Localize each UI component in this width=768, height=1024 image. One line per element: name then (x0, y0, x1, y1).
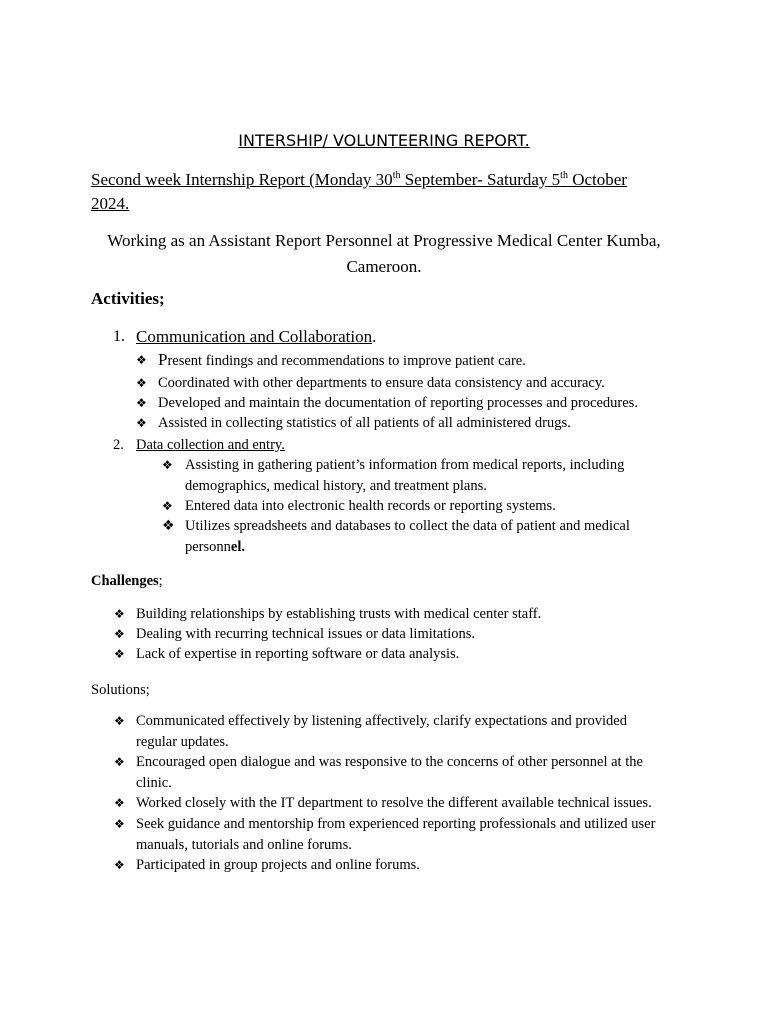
section-heading: Data collection and entry. (136, 437, 285, 453)
list-item-text: Lack of expertise in reporting software or data analysis. (136, 646, 460, 662)
list-item-text (136, 711, 627, 752)
bullet-icon: ❖ (136, 376, 147, 390)
bullet-icon: ❖ (136, 416, 147, 430)
week-heading (91, 168, 627, 216)
week-heading-year: 2024. (91, 194, 130, 213)
list-item-text: Entered data into electronic health records or reporting systems. (185, 498, 556, 514)
list-item (114, 793, 125, 814)
bullet-icon: ❖ (114, 627, 125, 641)
week-heading-part: October (567, 170, 627, 189)
list-item (114, 604, 125, 625)
list-item-line: Communicated effectively by listening affectively, clarify expectations and provided (136, 713, 627, 729)
list-item (114, 814, 125, 835)
week-heading-part: September- Saturday 5 (400, 170, 561, 189)
list-item-bold-tail: el. (230, 538, 246, 555)
list-item-text (185, 455, 624, 496)
list-item-text: Developed and maintain the documentation of reporting processes and procedures. (158, 395, 638, 411)
bullet-icon: ❖ (114, 817, 125, 831)
list-item (136, 393, 147, 414)
week-sup-2: th (560, 170, 568, 181)
list-item (114, 624, 125, 645)
bullet-icon: ❖ (162, 458, 173, 472)
list-item-text: Coordinated with other departments to ensure data consistency and accuracy. (158, 375, 605, 391)
challenges-heading-suffix: ; (158, 573, 163, 589)
list-item (162, 516, 175, 537)
list-item (114, 752, 125, 773)
bullet-icon: ❖ (114, 755, 125, 769)
list-item-text (158, 350, 526, 372)
bullet-icon: ❖ (114, 647, 125, 661)
list-item-text (185, 516, 630, 557)
section-heading (136, 327, 376, 347)
list-item-line: Encouraged open dialogue and was responsive to the concerns of other personnel at the (136, 754, 643, 770)
list-item (162, 496, 173, 517)
list-item-line: manuals, tutorials and online forums. (136, 836, 352, 853)
section-heading-suffix: . (372, 327, 377, 346)
list-item-rest: resent findings and recommendations to improve patient care. (167, 353, 526, 369)
list-item-line: regular updates. (136, 733, 229, 750)
list-item-text: Worked closely with the IT department to resolve the different available technical issues. (136, 795, 652, 811)
bullet-icon: ❖ (114, 714, 125, 728)
list-item-line: personn (185, 538, 231, 555)
bullet-icon: ❖ (162, 518, 175, 534)
section-number: 2. (113, 437, 124, 453)
list-item-text: Dealing with recurring technical issues or data limitations. (136, 626, 476, 642)
bullet-icon: ❖ (114, 858, 125, 872)
list-item (114, 711, 125, 732)
bullet-icon: ❖ (114, 796, 125, 810)
list-item-text: Assisted in collecting statistics of all patients of all administered drugs. (158, 415, 571, 431)
list-item-initial: P (158, 350, 168, 369)
list-item-line: Utilizes spreadsheets and databases to collect the data of patient and medical (185, 518, 630, 534)
role-statement: Working as an Assistant Report Personnel at Progressive Medical Center Kumba, Cameroon. (107, 231, 661, 276)
bullet-icon: ❖ (114, 607, 125, 621)
challenges-heading-text: Challenges (91, 573, 159, 589)
week-heading-part: Second week Internship Report (Monday 30 (91, 170, 393, 189)
list-item-text: Building relationships by establishing trusts with medical center staff. (136, 606, 542, 622)
list-item-line: clinic. (136, 774, 172, 791)
list-item (114, 855, 125, 876)
list-item (136, 350, 147, 371)
list-item (136, 373, 147, 394)
section-number: 1. (113, 328, 125, 345)
bullet-icon: ❖ (136, 353, 147, 367)
solutions-heading: Solutions; (91, 682, 150, 698)
list-item-line: demographics, medical history, and treatment plans. (185, 477, 487, 494)
bullet-icon: ❖ (136, 396, 147, 410)
list-item-text: Participated in group projects and online forums. (136, 857, 420, 873)
activities-heading: Activities; (91, 289, 165, 308)
list-item-text (136, 814, 655, 855)
bullet-icon: ❖ (162, 499, 173, 513)
list-item-line: Seek guidance and mentorship from experienced reporting professionals and utilized user (136, 816, 656, 832)
list-item (136, 413, 147, 434)
section-heading-text: Communication and Collaboration (136, 327, 373, 346)
list-item (114, 644, 125, 665)
challenges-heading (91, 571, 163, 592)
week-sup-1: th (392, 170, 401, 181)
list-item-text (136, 752, 643, 793)
list-item-line: Assisting in gathering patient’s information from medical reports, including (185, 457, 625, 473)
list-item (162, 455, 173, 476)
report-title: INTERSHIP/ VOLUNTEERING REPORT. (238, 131, 530, 150)
